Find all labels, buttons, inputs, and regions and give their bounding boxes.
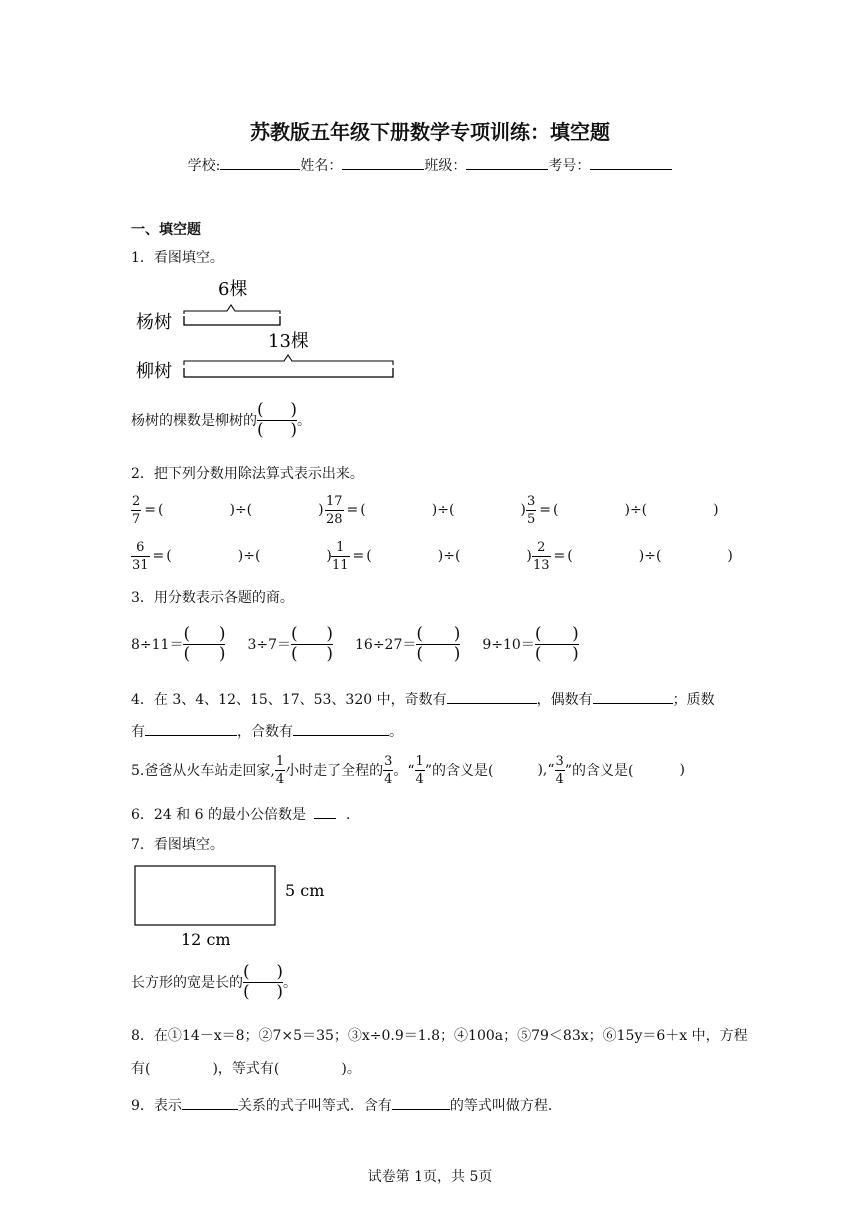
q2-item-1: $\frac{2}{7}$ = ( )÷( ): [132, 493, 324, 527]
class-blank[interactable]: [466, 154, 548, 170]
q1-tree-diagram: [131, 278, 401, 382]
q7-answer-prefix: 长方形的宽是长的: [131, 975, 243, 991]
q8-line-2: 有( )，等式有( )。: [131, 1061, 361, 1077]
q7-width-label: 5 cm: [285, 881, 325, 900]
q3-expr-3: 16÷27＝: [355, 637, 417, 653]
q2-item-5: $\frac{1}{11}$ = ( )÷( ): [332, 539, 532, 573]
class-label: 班级：: [424, 158, 467, 174]
q8-line-1: 8．在①14－x＝8；②7×5＝35；③x÷0.9＝1.8；④100a；⑤79＜83x；⑥15y＝6＋x 中，方程: [131, 1028, 748, 1044]
q5-line: 5.爸爸从火车站走回家, $\frac{1}{4}$ 小时走了全程的 $\frac{3}{4}$ 。“ $\frac{1}{4}$ ”的含义是( ),“ $\frac{3}{4}$ ”的含义是( ): [131, 753, 685, 787]
q1-poplar-count: 6棵: [218, 279, 248, 300]
q2-item-2: $\frac{17}{28}$ = ( )÷( ): [326, 493, 526, 527]
school-label: 学校:: [187, 158, 221, 174]
q1-answer-prefix: 杨树的棵数是柳树的: [131, 413, 257, 429]
q7-length-label: 12 cm: [181, 930, 231, 949]
q4-even-blank[interactable]: [593, 688, 673, 704]
q7-rectangle: [135, 866, 275, 925]
q2-prompt: 2．把下列分数用除法算式表示出来。: [131, 466, 364, 482]
q1-poplar-label: 杨树: [136, 312, 172, 333]
school-blank[interactable]: [220, 154, 300, 170]
q2-item-6: $\frac{2}{13}$ = ( )÷( ): [533, 539, 733, 573]
q3-expr-2: 3÷7＝: [247, 637, 291, 653]
q4-odd-blank[interactable]: [447, 688, 537, 704]
q7-answer-suffix: 。: [283, 975, 297, 991]
q2-fraction-6: $\frac{2}{13}$: [533, 539, 550, 573]
q4-line-2: 有 ，合数有 。: [131, 720, 403, 741]
q6-line: 6．24 和 6 的最小公倍数是 ．: [131, 803, 360, 824]
q2-fraction-3: $\frac{3}{5}$: [527, 493, 536, 527]
page-title: 苏教版五年级下册数学专项训练：填空题: [250, 120, 610, 144]
q7-answer-fraction[interactable]: ( ) ( ): [243, 961, 283, 1002]
name-blank[interactable]: [342, 154, 424, 170]
q3-answer-4[interactable]: ( ) ( ): [534, 623, 579, 664]
q7-prompt: 7．看图填空。: [131, 837, 224, 853]
q2-fraction-4: $\frac{6}{31}$: [132, 539, 149, 573]
q6-blank[interactable]: [314, 803, 336, 819]
q2-fraction-1: $\frac{2}{7}$: [132, 493, 141, 527]
q3-expr-1: 8÷11＝: [131, 637, 184, 653]
q2-fraction-5: $\frac{1}{11}$: [332, 539, 349, 573]
q3-answer-2[interactable]: ( ) ( ): [291, 623, 333, 664]
q5-fraction-quarter: $\frac{1}{4}$: [275, 753, 285, 787]
name-label: 姓名：: [300, 158, 343, 174]
q4-composite-blank[interactable]: [293, 720, 389, 736]
q9-blank-1[interactable]: [182, 1094, 238, 1110]
section-heading: 一、填空题: [131, 222, 201, 238]
page-footer: 试卷第 1页，共 5页: [367, 1169, 493, 1185]
q1-answer-fraction[interactable]: ( ) ( ): [257, 399, 297, 440]
q4-prime-blank[interactable]: [145, 720, 237, 736]
q1-prompt: 1．看图填空。: [131, 250, 224, 266]
exam-no-label: 考号：: [548, 158, 591, 174]
q1-answer-line: [131, 398, 311, 442]
q3-answer-3[interactable]: ( ) ( ): [416, 623, 461, 664]
q1-willow-label: 柳树: [136, 361, 172, 382]
q2-item-4: $\frac{6}{31}$ = ( )÷( ): [132, 539, 332, 573]
q4-line-1: 4．在 3、4、12、15、17、53、320 中，奇数有 ，偶数有 ；质数: [131, 688, 715, 709]
q3-answer-1[interactable]: ( ) ( ): [183, 623, 226, 664]
q5-fraction-three-quarters: $\frac{3}{4}$: [384, 753, 393, 787]
q7-answer-line: [131, 960, 297, 1004]
q5-fraction-three-quarters-ref: $\frac{3}{4}$: [555, 753, 564, 787]
q3-prompt: 3．用分数表示各题的商。: [131, 590, 294, 606]
q1-answer-suffix: 。: [297, 413, 311, 429]
q3-expr-4: 9÷10＝: [482, 637, 535, 653]
q1-willow-count: 13棵: [268, 331, 309, 352]
exam-no-blank[interactable]: [590, 154, 672, 170]
q2-item-3: $\frac{3}{5}$ = ( )÷( ): [527, 493, 719, 527]
student-info-line: [0, 154, 860, 175]
q2-fraction-2: $\frac{17}{28}$: [326, 493, 343, 527]
q7-rectangle-diagram: [131, 862, 331, 952]
q3-items: [131, 622, 579, 666]
q9-blank-2[interactable]: [392, 1094, 450, 1110]
q5-fraction-quarter-ref: $\frac{1}{4}$: [415, 753, 424, 787]
q9-line: 9．表示 关系的式子叫等式．含有 的等式叫做方程．: [131, 1094, 562, 1115]
